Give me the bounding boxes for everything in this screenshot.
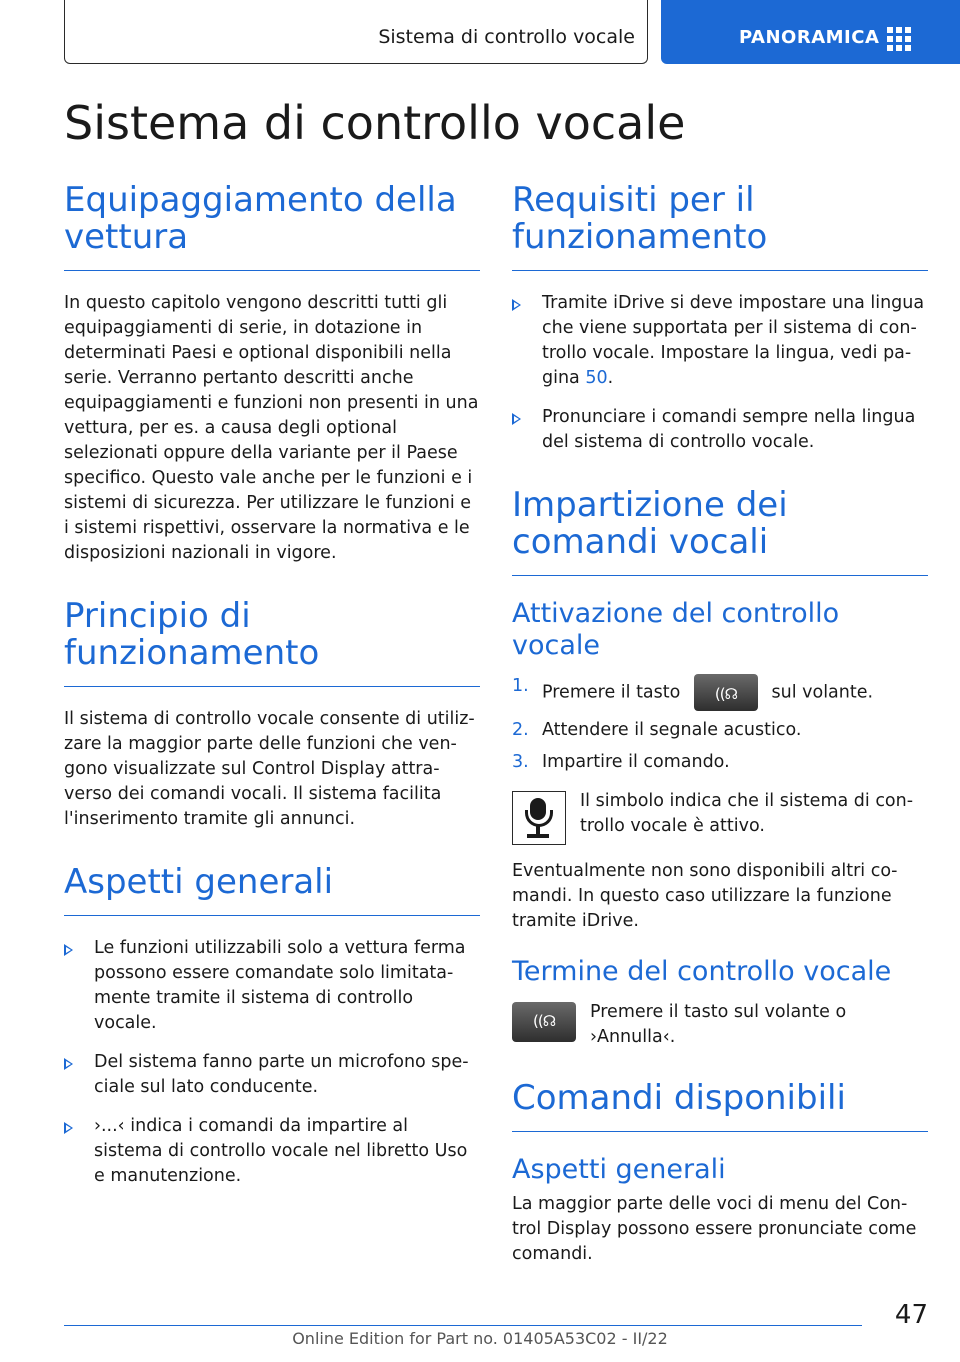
microphone-icon [512, 791, 566, 845]
triangle-bullet-icon [64, 1122, 73, 1134]
paragraph-equipment: In questo capitolo vengono descritti tutti gli equipaggiamenti di serie, in dotazione in determinati Paesi e optional disponibili nella serie. Verranno pertanto descritti anche equipaggiamenti e funzioni non presenti in una vettura, per es. a causa degli optional selezionati oppure della variante per il Paese specifico. Questo vale anche per le funzioni e i sistemi di sicurezza. Per utilizzare le funzioni e i sistemi rispettivi, osservare la normativa e le disposizioni nazionali in vigore. [64, 293, 479, 563]
list-item: Del sistema fanno parte un microfono speciale sul lato conducente. [64, 1050, 480, 1100]
mic-note-text: Il simbolo indica che il sistema di controllo vocale è attivo. [580, 791, 914, 836]
footer-divider [64, 1325, 862, 1326]
list-item: Le funzioni utilizzabili solo a vettura ferma possono essere comandate solo limitatamente tramite il sistema di controllo vocale. [64, 936, 480, 1036]
paragraph-principle: Il sistema di controllo vocale consente di utilizzare la maggior parte delle funzioni che vengono visualizzate sul Control Display attraverso dei comandi vocali. Il sistema facilita l'inserimento tramite gli annunci. [64, 709, 475, 829]
step-item: 2. Attendere il segnale acustico. [512, 720, 802, 740]
footer-edition: Online Edition for Part no. 01405A53C02 - II/22 [292, 1329, 668, 1348]
page-number: 47 [894, 1300, 928, 1330]
heading-impart: Impartizione dei comandi vocali [512, 487, 928, 576]
step-item: 3. Impartire il comando. [512, 752, 730, 772]
steps-activation [512, 674, 928, 775]
triangle-bullet-icon [512, 299, 521, 311]
heading-termination: Termine del controllo vocale [512, 956, 892, 987]
list-item: Pronunciare i comandi sempre nella lingua del sistema di controllo vocale. [512, 405, 928, 455]
triangle-bullet-icon [512, 413, 521, 425]
heading-principle: Principio di funzionamento [64, 598, 480, 687]
heading-equipment: Equipaggiamento della vettura [64, 182, 480, 271]
mic-note-block [512, 789, 928, 845]
left-column [64, 182, 480, 1203]
header-tab-label: PANORAMICA [739, 27, 880, 48]
heading-general: Aspetti generali [64, 864, 480, 916]
list-item: Tramite iDrive si deve impostare una lingua che viene supportata per il sistema di controllo vocale. Impostare la lingua, vedi pagina 50. [512, 291, 928, 391]
page-title: Sistema di controllo vocale [64, 96, 686, 150]
header-tab-panoramica[interactable] [661, 0, 960, 64]
paragraph-commands: La maggior parte delle voci di menu del Control Display possono essere pronunciate come comandi. [512, 1194, 917, 1264]
triangle-bullet-icon [64, 944, 73, 956]
header-section-box [64, 0, 648, 64]
step-item: 1. Premere il tasto ((☊ sul volante. [512, 674, 928, 711]
list-general [64, 936, 480, 1189]
termination-block [512, 1000, 928, 1050]
list-requirements [512, 291, 928, 455]
triangle-bullet-icon [64, 1058, 73, 1070]
paragraph-after-note: Eventualmente non sono disponibili altri comandi. In questo caso utilizzare la funzione tramite iDrive. [512, 861, 898, 931]
heading-commands-general: Aspetti generali [512, 1154, 726, 1185]
header-section-title: Sistema di controllo vocale [378, 26, 635, 48]
page-link-50[interactable]: 50 [585, 368, 608, 388]
termination-text: Premere il tasto sul volante o ›Annulla‹. [590, 1002, 847, 1047]
voice-button-icon: ((☊ [694, 674, 758, 711]
grid-icon [887, 27, 911, 51]
heading-commands: Comandi disponibili [512, 1080, 928, 1132]
list-item: ›...‹ indica i comandi da impartire al sistema di controllo vocale nel libretto Uso e manutenzione. [64, 1114, 480, 1189]
voice-button-icon: ((☊ [512, 1002, 576, 1042]
heading-activation: Attivazione del controllo vocale [512, 598, 840, 661]
right-column [512, 182, 928, 1267]
heading-requirements: Requisiti per il funzionamento [512, 182, 928, 271]
